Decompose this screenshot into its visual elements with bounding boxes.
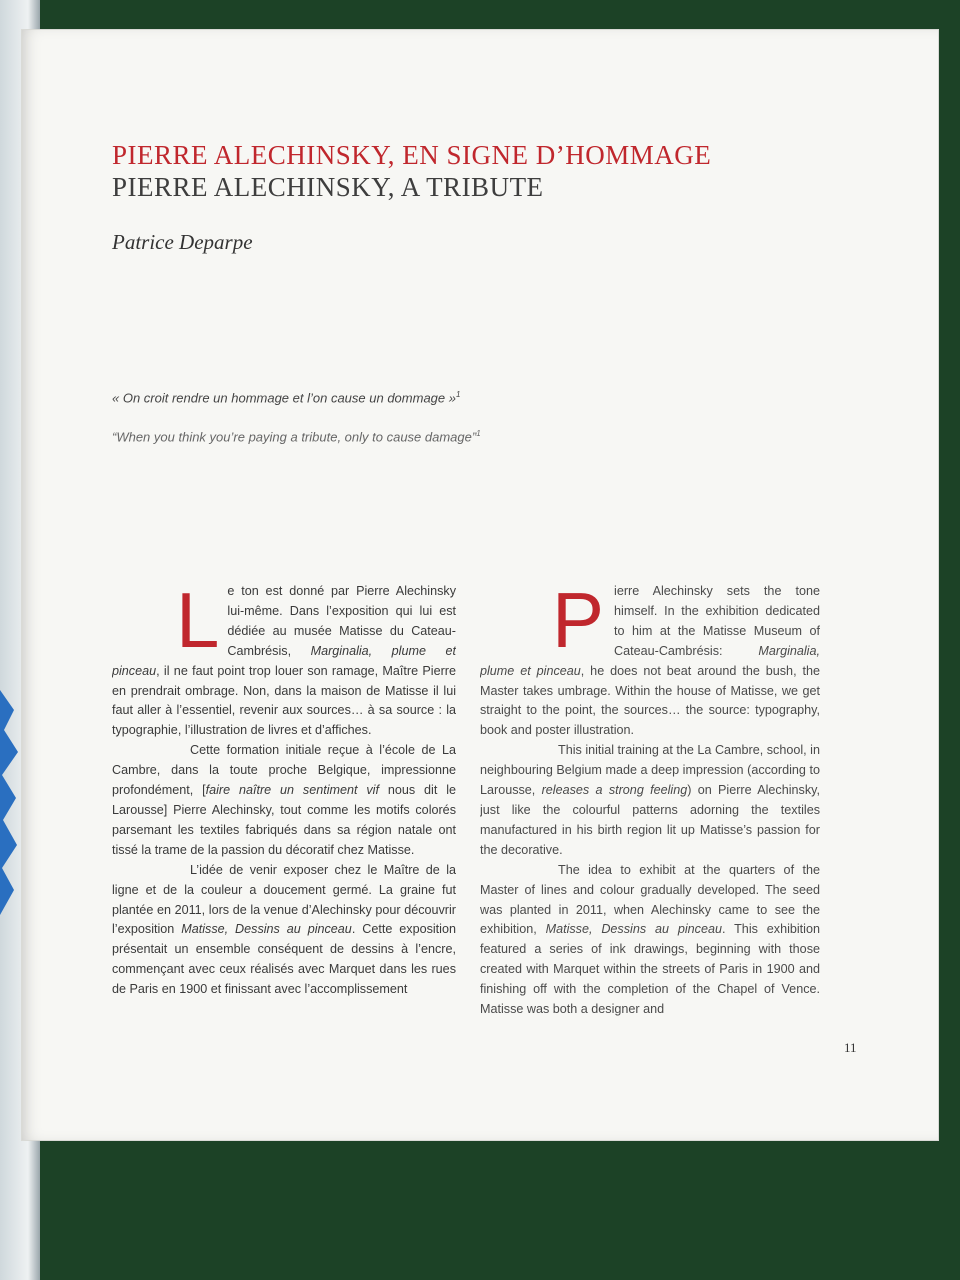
text-run: ierre Alechinsky sets the tone himself. In the exhibition dedicated to him at the Matisse Museum of Cateau-Cambrésis: <box>614 584 820 658</box>
text-run: . This exhibition featured a series of ink drawings, beginning with those created with Marquet within the streets of Paris in 1900 and finishing off with the completion of the Chapel of Vence. Matisse was both a designer and <box>480 922 820 1017</box>
text-run: This initial training at the La Cambre, school, in neighbouring Belgium made a deep impression (according to Larousse, <box>480 743 820 798</box>
drop-cap: L <box>176 582 220 664</box>
title-english: PIERRE ALECHINSKY, A TRIBUTE <box>112 172 544 202</box>
italic-text: Marginalia, plume et pinceau <box>480 643 820 678</box>
text-run: ) on Pierre Alechinsky, just like the colourful patterns adorning the textiles manufactured in his birth region lit up Matisse’s passion for the decorative. <box>480 783 820 857</box>
book-page <box>22 30 938 1140</box>
text-run: , il ne faut point trop louer son ramage, Maître Pierre en prendrait ombrage. Non, dans la maison de Matisse il lui faut aller à l’essentiel, revenir aux sources… à sa source : la typographie, l’illustration de livres et d’affiches. <box>112 663 456 738</box>
epigraph-english-text: “When you think you’re paying a tribute, only to cause damage” <box>112 429 477 445</box>
french-column <box>112 582 456 1028</box>
paragraph <box>480 582 820 741</box>
drop-cap: P <box>552 582 605 664</box>
italic-text: Matisse, Dessins au pinceau <box>545 922 722 937</box>
author-name: Patrice Deparpe <box>112 230 253 254</box>
page-number: 11 <box>844 1040 857 1055</box>
italic-text: Marginalia, plume et pinceau <box>112 643 456 678</box>
paragraph <box>112 861 456 1000</box>
italic-text: faire naître un sentiment vif <box>205 783 379 798</box>
paragraph <box>112 741 456 860</box>
paragraph <box>480 861 820 1020</box>
italic-text: Matisse, Dessins au pinceau <box>181 922 352 937</box>
footnote-marker: 1 <box>455 390 461 399</box>
text-run: nous dit le Larousse] Pierre Alechinsky, tout comme les motifs colorés parsemant les textiles fabriqués dans sa région natale ont tissé la trame de la passion du décoratif chez Matisse. <box>112 783 456 857</box>
footnote-marker: 1 <box>476 429 481 438</box>
title-french: PIERRE ALECHINSKY, EN SIGNE D’HOMMAGE <box>112 140 712 170</box>
italic-text: releases a strong feeling <box>541 783 688 798</box>
text-run: L’idée de venir exposer chez le Maître de la ligne et de la couleur a doucement germé. La graine fut plantée en 2011, lors de la venue d’Alechinsky pour découvrir l’exposition <box>112 862 456 937</box>
text-run: . Cette exposition présentait un ensemble conséquent de dessins à l’encre, commençant avec ceux réalisés avec Marquet dans les rues de Paris en 1900 et finissant avec l’accomplissement <box>112 922 456 997</box>
text-run: Cette formation initiale reçue à l’école de La Cambre, dans la toute proche Belgique, impressionne profondément, [ <box>112 743 456 798</box>
text-run: e ton est donné par Pierre Alechinsky lui-même. Dans l’exposition qui lui est dédiée au musée Matisse du Cateau-Cambrésis, <box>227 584 456 658</box>
english-column <box>480 582 820 1028</box>
epigraph-english <box>112 429 481 444</box>
epigraph-french <box>112 390 460 405</box>
paragraph <box>480 741 820 860</box>
paragraph <box>112 582 456 741</box>
text-run: , he does not beat around the bush, the Master takes umbrage. Within the house of Matisse, we get straight to the point, the sources… the source: typography, book and poster illustration. <box>480 663 820 738</box>
text-run: The idea to exhibit at the quarters of the Master of lines and colour gradually developed. The seed was planted in 2011, when Alechinsky came to see the exhibition, <box>480 862 820 937</box>
epigraph-french-text: « On croit rendre un hommage et l’on cause un dommage » <box>112 390 456 406</box>
blue-cutout-art-fragment <box>0 690 20 930</box>
